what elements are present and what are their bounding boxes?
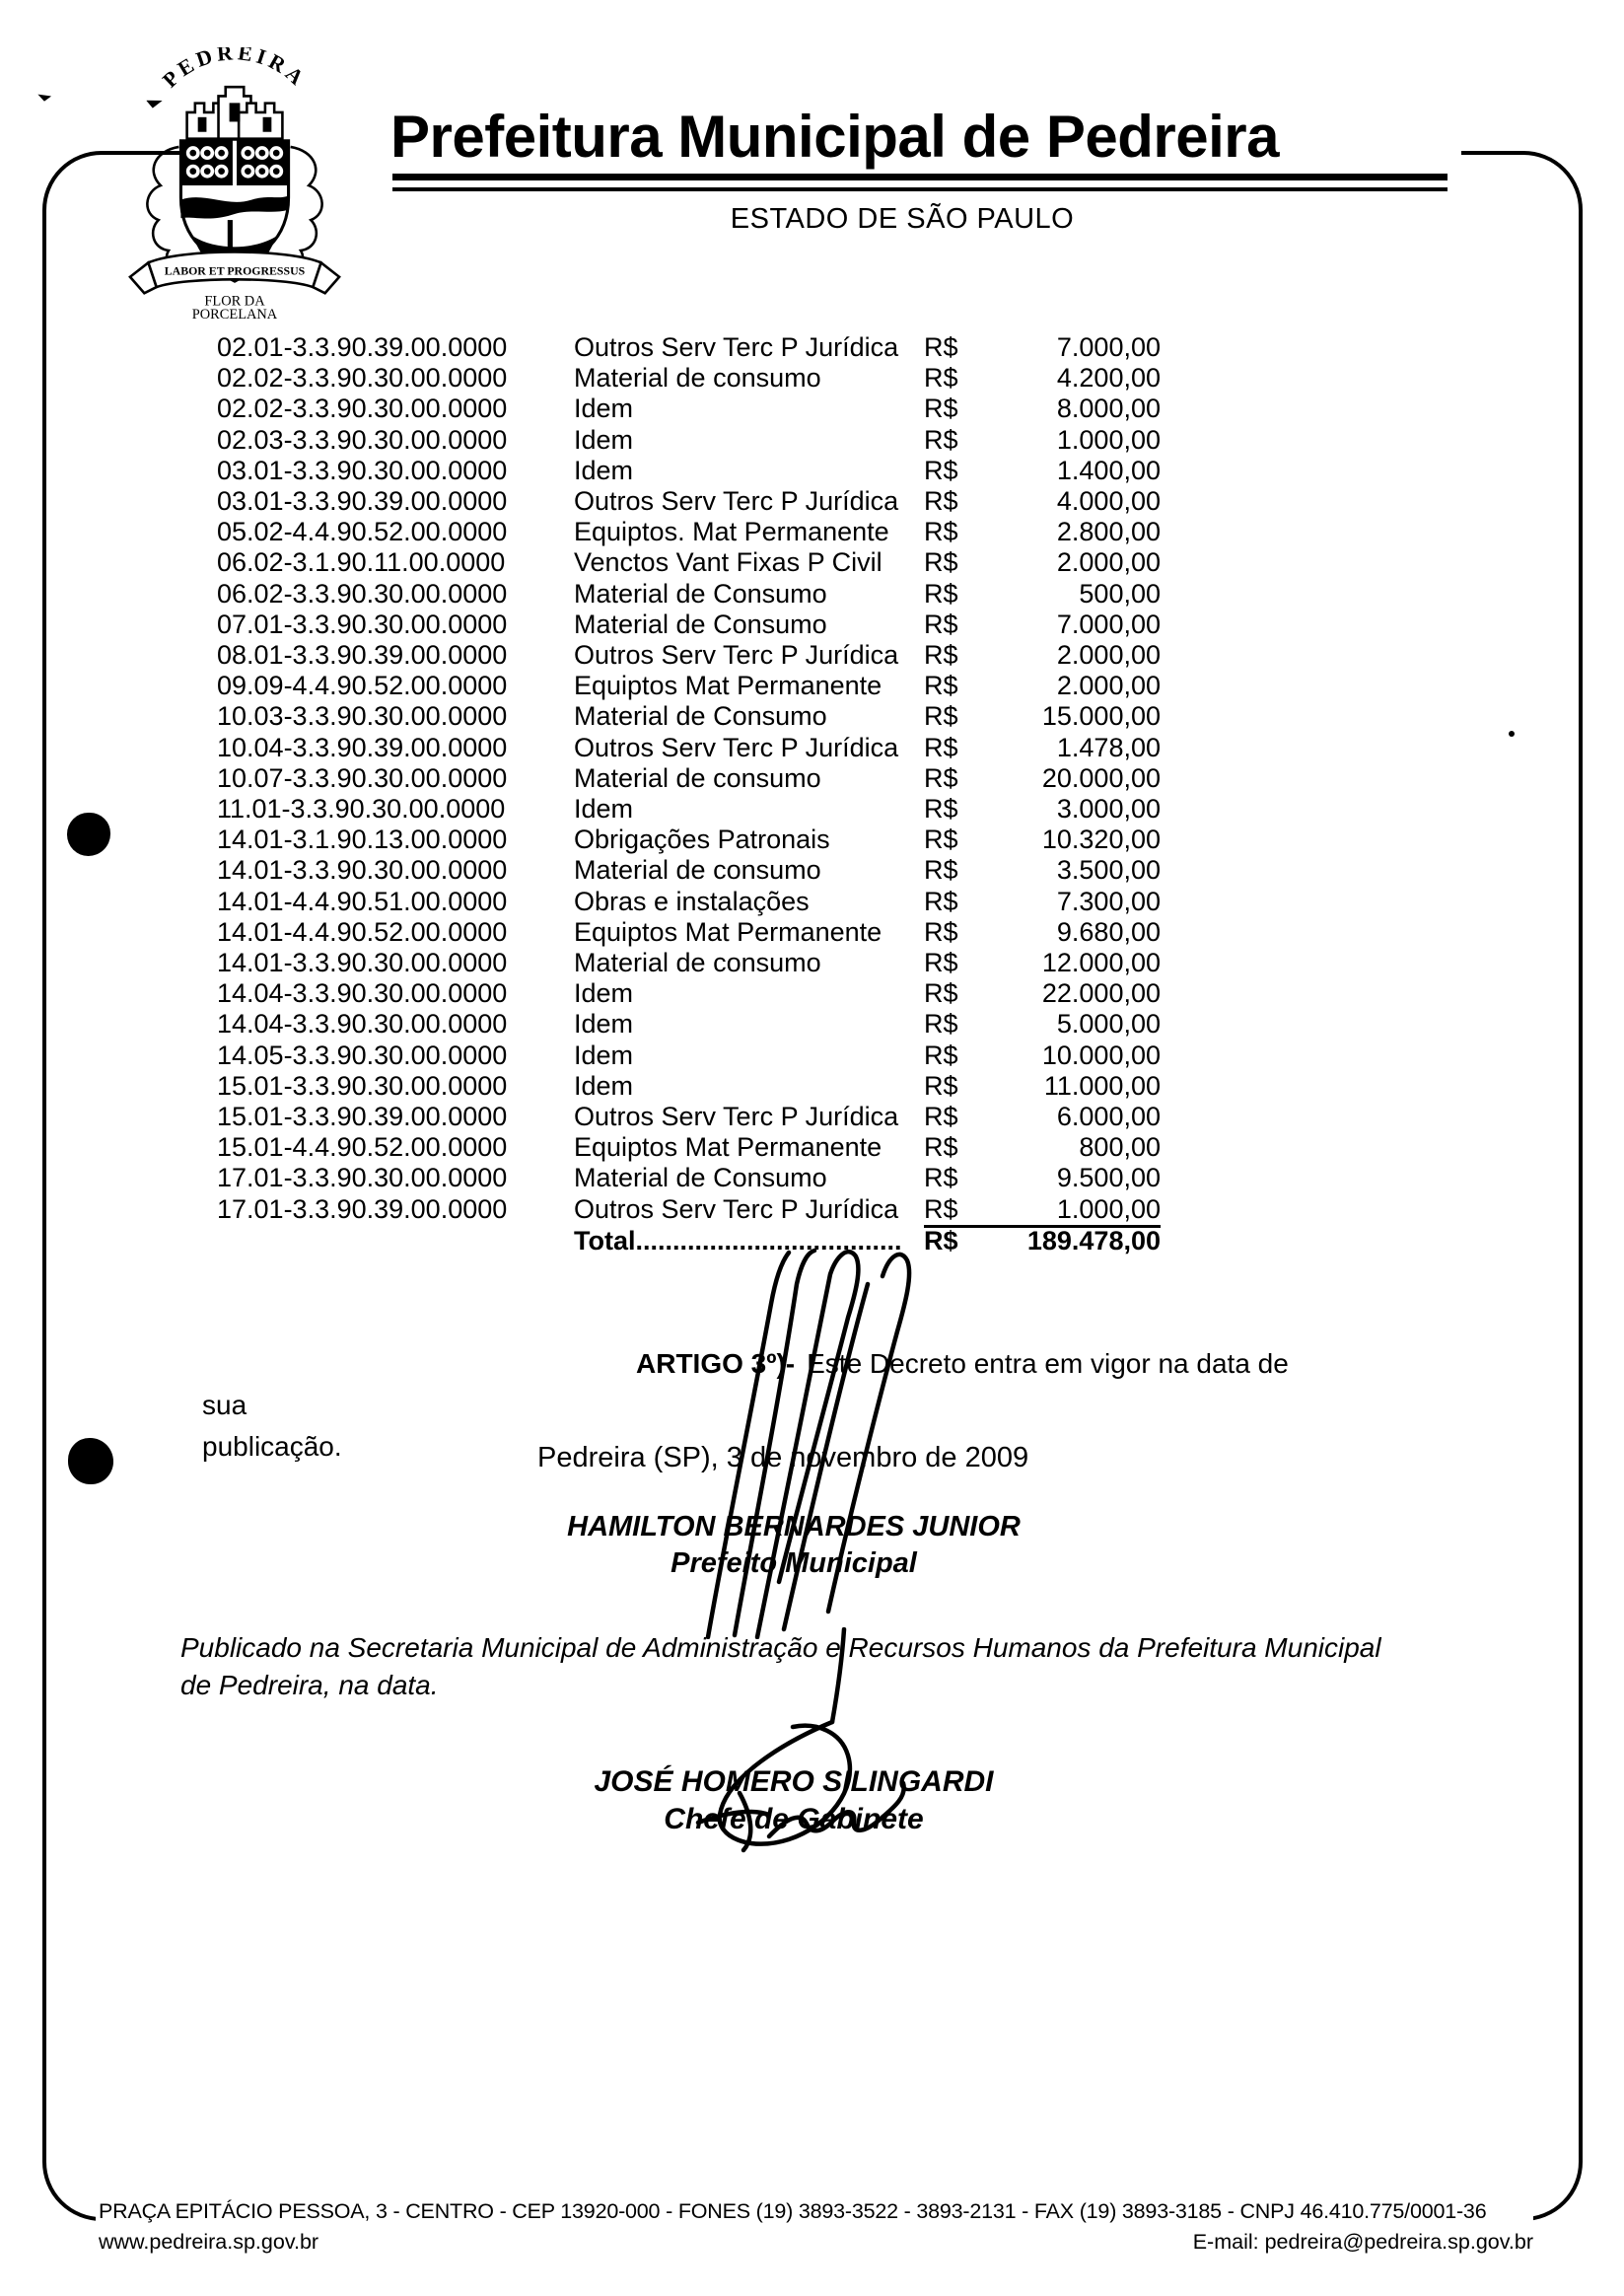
row-code: 14.04-3.3.90.30.00.0000 [217,1009,508,1040]
row-code: 17.01-3.3.90.39.00.0000 [217,1193,508,1224]
row-currency: R$ [924,948,958,978]
row-value: 2.000,00 [1056,640,1161,671]
row-code: 14.01-3.3.90.30.00.0000 [217,948,508,978]
mayor-handwritten-signature [680,1245,937,1639]
row-value: 2.000,00 [1056,671,1161,701]
row-value: 9.680,00 [1056,916,1161,947]
row-desc: Material de consumo [574,762,821,793]
row-value: 2.800,00 [1056,517,1161,547]
row-desc: Idem [574,1009,634,1040]
row-code: 05.02-4.4.90.52.00.0000 [217,517,508,547]
row-desc: Equiptos Mat Permanente [574,671,883,701]
row-desc: Material de Consumo [574,701,827,732]
footer-email: E-mail: pedreira@pedreira.sp.gov.br [1192,2230,1533,2254]
mayor-name: HAMILTON BERNARDES JUNIOR [567,1511,1021,1543]
row-desc: Equiptos. Mat Permanente [574,517,889,547]
row-desc: Outros Serv Terc P Jurídica [574,486,899,517]
row-code: 03.01-3.3.90.30.00.0000 [217,455,508,485]
artigo-text-2: publicação. [202,1431,342,1462]
row-value: 10.000,00 [1041,1040,1161,1070]
row-code: 07.01-3.3.90.30.00.0000 [217,609,508,639]
logo-top-text: PEDREIRA [158,47,312,93]
row-desc: Idem [574,394,634,424]
artigo-text: Este Decreto entra em vigor na data de sua [202,1348,1289,1420]
row-currency: R$ [924,455,958,485]
row-currency: R$ [924,701,958,732]
motto-banner [130,252,339,294]
row-currency: R$ [924,517,958,547]
row-value: 4.200,00 [1056,363,1161,394]
row-code: 14.01-4.4.90.51.00.0000 [217,886,508,916]
row-value: 7.300,00 [1056,886,1161,916]
row-currency: R$ [924,1163,958,1193]
total-label: Total.................................... [574,1226,902,1256]
scan-speck [1509,731,1515,737]
row-desc: Outros Serv Terc P Jurídica [574,1102,899,1132]
row-value: 15.000,00 [1041,701,1161,732]
row-value: 7.000,00 [1056,332,1161,362]
punch-hole-mark [67,813,110,856]
row-code: 02.02-3.3.90.30.00.0000 [217,394,508,424]
row-currency: R$ [924,1194,985,1228]
row-value: 1.000,00 [1056,424,1161,455]
row-currency: R$ [924,794,958,825]
row-code: 15.01-4.4.90.52.00.0000 [217,1132,508,1163]
scan-speck [36,90,51,103]
row-currency: R$ [924,363,958,394]
title-underline [392,174,1447,191]
logo-motto-text: LABOR ET PROGRESSUS [164,263,306,278]
pedreira-coat-of-arms-logo [106,47,363,320]
row-code: 10.03-3.3.90.30.00.0000 [217,701,508,732]
mayor-title: Prefeito Municipal [671,1547,917,1579]
row-currency: R$ [924,1040,958,1070]
row-currency: R$ [924,732,958,762]
row-value: 22.000,00 [1041,978,1161,1009]
row-desc: Outros Serv Terc P Jurídica [574,332,899,362]
row-value: 3.000,00 [1056,794,1161,825]
row-code: 06.02-3.3.90.30.00.0000 [217,578,508,609]
row-currency: R$ [924,640,958,671]
row-desc: Material de consumo [574,363,821,394]
row-code: 10.04-3.3.90.39.00.0000 [217,732,508,762]
row-code: 09.09-4.4.90.52.00.0000 [217,671,508,701]
artigo-label: ARTIGO 3º)- [636,1348,796,1379]
logo-bottom-text-1: FLOR DA [204,293,265,310]
row-desc: Material de consumo [574,855,821,886]
row-value: 10.320,00 [1041,825,1161,855]
row-value: 11.000,00 [1043,1070,1161,1101]
row-value: 7.000,00 [1056,609,1161,639]
row-desc: Venctos Vant Fixas P Civil [574,547,883,578]
date-line: Pedreira (SP), 3 de novembro de 2009 [537,1442,1029,1473]
row-value: 8.000,00 [1056,394,1161,424]
row-code: 02.01-3.3.90.39.00.0000 [217,332,508,362]
row-currency: R$ [924,578,958,609]
row-currency: R$ [924,886,958,916]
row-code: 14.01-3.3.90.30.00.0000 [217,855,508,886]
row-desc: Material de Consumo [574,609,827,639]
row-currency: R$ [924,547,958,578]
punch-hole-mark [68,1438,113,1484]
row-desc: Obrigações Patronais [574,825,830,855]
publication-note-line1: Publicado na Secretaria Municipal de Administração e Recursos Humanos da Prefeitura Municipal [180,1632,1381,1663]
footer-address-line: PRAÇA EPITÁCIO PESSOA, 3 - CENTRO - CEP 13920-000 - FONES (19) 3893-3522 - 3893-2131 - FAX (19) 3893-3185 - CNPJ 46.410.775/0001-36 [99,2199,1487,2223]
row-value: 1.400,00 [1056,455,1161,485]
row-value: 20.000,00 [1041,762,1161,793]
total-empty-cell [217,1226,574,1256]
row-currency: R$ [924,424,958,455]
row-value: 4.000,00 [1056,486,1161,517]
row-code: 17.01-3.3.90.30.00.0000 [217,1163,508,1193]
row-code: 14.04-3.3.90.30.00.0000 [217,978,508,1009]
row-desc: Equiptos Mat Permanente [574,1132,883,1163]
row-value: 9.500,00 [1056,1163,1161,1193]
row-desc: Idem [574,424,634,455]
row-desc: Equiptos Mat Permanente [574,916,883,947]
footer-website: www.pedreira.sp.gov.br [99,2230,319,2254]
row-code: 02.02-3.3.90.30.00.0000 [217,363,508,394]
row-desc: Idem [574,455,634,485]
row-value: 6.000,00 [1056,1102,1161,1132]
row-currency: R$ [924,762,958,793]
row-value: 2.000,00 [1056,547,1161,578]
row-currency: R$ [924,916,958,947]
state-subtitle: ESTADO DE SÃO PAULO [730,203,1075,235]
row-currency: R$ [924,1102,958,1132]
row-desc: Outros Serv Terc P Jurídica [574,1193,899,1224]
row-currency: R$ [924,1132,958,1163]
row-code: 14.01-4.4.90.52.00.0000 [217,916,508,947]
row-currency: R$ [924,978,958,1009]
row-currency: R$ [924,855,958,886]
row-code: 08.01-3.3.90.39.00.0000 [217,640,508,671]
row-currency: R$ [924,332,958,362]
total-currency: R$ [924,1226,958,1256]
budget-table [217,332,1161,1228]
row-code: 14.01-3.1.90.13.00.0000 [217,825,508,855]
row-desc: Idem [574,1070,634,1101]
row-desc: Outros Serv Terc P Jurídica [574,640,899,671]
row-value: 500,00 [1079,578,1161,609]
row-value: 12.000,00 [1041,948,1161,978]
row-currency: R$ [924,394,958,424]
row-code: 02.03-3.3.90.30.00.0000 [217,424,508,455]
row-currency: R$ [924,825,958,855]
row-desc: Idem [574,794,634,825]
row-code: 03.01-3.3.90.39.00.0000 [217,486,508,517]
publication-note-line2: de Pedreira, na data. [180,1670,439,1700]
row-code: 14.05-3.3.90.30.00.0000 [217,1040,508,1070]
row-code: 06.02-3.1.90.11.00.0000 [217,547,506,578]
total-value: 189.478,00 [1026,1226,1161,1256]
row-desc: Outros Serv Terc P Jurídica [574,732,899,762]
row-value: 3.500,00 [1056,855,1161,886]
row-code: 15.01-3.3.90.30.00.0000 [217,1070,508,1101]
row-value: 800,00 [1079,1132,1161,1163]
chief-of-staff-title: Chefe de Gabinete [664,1803,924,1835]
row-currency: R$ [924,1070,958,1101]
page-title: Prefeitura Municipal de Pedreira [390,104,1279,170]
row-currency: R$ [924,671,958,701]
logo-bottom-text-2: PORCELANA [191,306,278,320]
row-value: 5.000,00 [1056,1009,1161,1040]
row-value: 1.000,00 [985,1194,1161,1228]
svg-text:PEDREIRA [158,47,311,93]
row-value: 1.478,00 [1056,732,1161,762]
row-desc: Idem [574,978,634,1009]
row-desc: Material de Consumo [574,1163,827,1193]
crown-icon [187,87,283,139]
row-code: 10.07-3.3.90.30.00.0000 [217,762,508,793]
chief-of-staff-name: JOSÉ HOMERO SILINGARDI [594,1765,994,1798]
row-desc: Obras e instalações [574,886,810,916]
chief-of-staff-handwritten-signature [669,1627,984,1864]
row-code: 15.01-3.3.90.39.00.0000 [217,1102,508,1132]
row-desc: Material de consumo [574,948,821,978]
row-currency: R$ [924,1009,958,1040]
row-desc: Idem [574,1040,634,1070]
row-code: 11.01-3.3.90.30.00.0000 [217,794,506,825]
row-currency: R$ [924,486,958,517]
row-currency: R$ [924,609,958,639]
row-desc: Material de Consumo [574,578,827,609]
